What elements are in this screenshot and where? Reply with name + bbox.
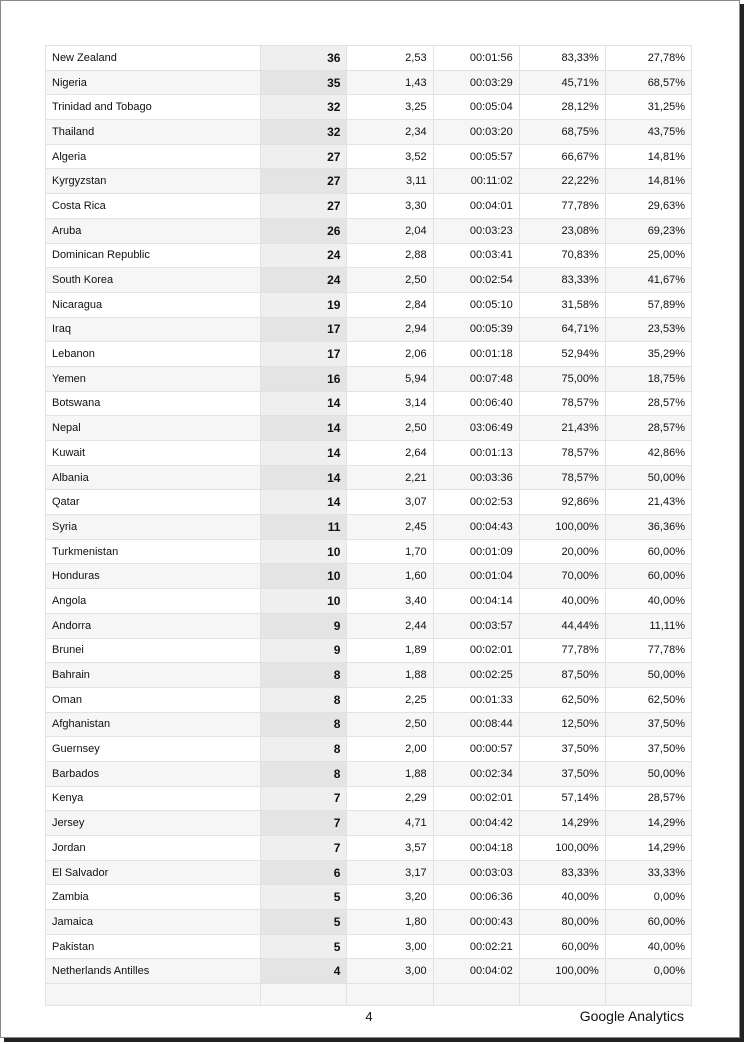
bounce-rate-cell: 28,57% <box>605 786 691 811</box>
pages-per-visit-cell: 2,94 <box>347 317 433 342</box>
avg-time-cell: 00:02:34 <box>433 761 519 786</box>
new-visits-cell: 57,14% <box>519 786 605 811</box>
filler-cell <box>46 984 261 1006</box>
visits-cell: 27 <box>261 169 347 194</box>
avg-time-cell: 00:06:40 <box>433 391 519 416</box>
new-visits-cell: 70,00% <box>519 564 605 589</box>
pages-per-visit-cell: 2,21 <box>347 465 433 490</box>
visits-cell: 14 <box>261 441 347 466</box>
table-row <box>46 243 692 268</box>
avg-time-cell: 00:03:03 <box>433 860 519 885</box>
avg-time-cell: 00:02:53 <box>433 490 519 515</box>
avg-time-cell: 00:00:43 <box>433 910 519 935</box>
visits-cell: 14 <box>261 416 347 441</box>
pages-per-visit-cell: 2,50 <box>347 416 433 441</box>
avg-time-cell: 00:03:41 <box>433 243 519 268</box>
country-cell: Albania <box>46 465 261 490</box>
country-cell: Afghanistan <box>46 712 261 737</box>
country-cell: Nepal <box>46 416 261 441</box>
country-cell: Trinidad and Tobago <box>46 95 261 120</box>
new-visits-cell: 100,00% <box>519 836 605 861</box>
visits-cell: 5 <box>261 910 347 935</box>
visits-cell: 14 <box>261 490 347 515</box>
bounce-rate-cell: 57,89% <box>605 292 691 317</box>
visits-cell: 5 <box>261 934 347 959</box>
new-visits-cell: 80,00% <box>519 910 605 935</box>
new-visits-cell: 60,00% <box>519 934 605 959</box>
country-cell: Iraq <box>46 317 261 342</box>
pages-per-visit-cell: 2,34 <box>347 120 433 145</box>
visits-cell: 27 <box>261 194 347 219</box>
bounce-rate-cell: 0,00% <box>605 885 691 910</box>
bounce-rate-cell: 28,57% <box>605 391 691 416</box>
new-visits-cell: 70,83% <box>519 243 605 268</box>
avg-time-cell: 00:01:56 <box>433 46 519 71</box>
table-row <box>46 687 692 712</box>
country-cell: Jordan <box>46 836 261 861</box>
avg-time-cell: 00:04:01 <box>433 194 519 219</box>
bounce-rate-cell: 43,75% <box>605 120 691 145</box>
pages-per-visit-cell: 2,25 <box>347 687 433 712</box>
bounce-rate-cell: 0,00% <box>605 959 691 984</box>
bounce-rate-cell: 69,23% <box>605 218 691 243</box>
visits-cell: 10 <box>261 564 347 589</box>
table-row <box>46 836 692 861</box>
country-cell: Jersey <box>46 811 261 836</box>
country-cell: Pakistan <box>46 934 261 959</box>
country-cell: Zambia <box>46 885 261 910</box>
bounce-rate-cell: 14,81% <box>605 144 691 169</box>
visits-cell: 8 <box>261 712 347 737</box>
pages-per-visit-cell: 3,00 <box>347 959 433 984</box>
avg-time-cell: 00:03:36 <box>433 465 519 490</box>
new-visits-cell: 44,44% <box>519 613 605 638</box>
new-visits-cell: 62,50% <box>519 687 605 712</box>
visits-cell: 24 <box>261 268 347 293</box>
new-visits-cell: 83,33% <box>519 268 605 293</box>
table-row <box>46 391 692 416</box>
bounce-rate-cell: 14,81% <box>605 169 691 194</box>
country-cell: Turkmenistan <box>46 539 261 564</box>
avg-time-cell: 00:05:39 <box>433 317 519 342</box>
visits-cell: 32 <box>261 120 347 145</box>
country-cell: Barbados <box>46 761 261 786</box>
pages-per-visit-cell: 2,04 <box>347 218 433 243</box>
bounce-rate-cell: 18,75% <box>605 366 691 391</box>
avg-time-cell: 03:06:49 <box>433 416 519 441</box>
visits-cell: 36 <box>261 46 347 71</box>
table-row <box>46 515 692 540</box>
bounce-rate-cell: 11,11% <box>605 613 691 638</box>
visits-cell: 10 <box>261 539 347 564</box>
new-visits-cell: 28,12% <box>519 95 605 120</box>
visits-cell: 9 <box>261 638 347 663</box>
table-row <box>46 712 692 737</box>
country-metrics-table <box>45 45 692 1006</box>
country-cell: Oman <box>46 687 261 712</box>
pages-per-visit-cell: 3,20 <box>347 885 433 910</box>
country-cell: Dominican Republic <box>46 243 261 268</box>
country-cell: Qatar <box>46 490 261 515</box>
bounce-rate-cell: 50,00% <box>605 761 691 786</box>
new-visits-cell: 37,50% <box>519 737 605 762</box>
table-row <box>46 934 692 959</box>
country-cell: Kyrgyzstan <box>46 169 261 194</box>
filler-cell <box>347 984 433 1006</box>
table-row <box>46 959 692 984</box>
country-cell: Nicaragua <box>46 292 261 317</box>
pages-per-visit-cell: 1,60 <box>347 564 433 589</box>
visits-cell: 17 <box>261 317 347 342</box>
filler-cell <box>519 984 605 1006</box>
table-row <box>46 663 692 688</box>
brand-name: Google Analytics <box>579 1008 684 1024</box>
pages-per-visit-cell: 3,52 <box>347 144 433 169</box>
pages-per-visit-cell: 3,07 <box>347 490 433 515</box>
table-row <box>46 589 692 614</box>
table-row <box>46 786 692 811</box>
visits-cell: 14 <box>261 391 347 416</box>
filler-cell <box>605 984 691 1006</box>
bounce-rate-cell: 60,00% <box>605 564 691 589</box>
country-cell: Guernsey <box>46 737 261 762</box>
bounce-rate-cell: 33,33% <box>605 860 691 885</box>
table-filler-row <box>46 984 692 1006</box>
pages-per-visit-cell: 3,25 <box>347 95 433 120</box>
table-row <box>46 268 692 293</box>
bounce-rate-cell: 42,86% <box>605 441 691 466</box>
pages-per-visit-cell: 3,14 <box>347 391 433 416</box>
visits-cell: 32 <box>261 95 347 120</box>
pages-per-visit-cell: 2,06 <box>347 342 433 367</box>
bounce-rate-cell: 37,50% <box>605 737 691 762</box>
country-cell: Bahrain <box>46 663 261 688</box>
table-row <box>46 70 692 95</box>
new-visits-cell: 23,08% <box>519 218 605 243</box>
new-visits-cell: 83,33% <box>519 860 605 885</box>
table-body <box>46 46 692 1006</box>
new-visits-cell: 78,57% <box>519 465 605 490</box>
visits-cell: 9 <box>261 613 347 638</box>
bounce-rate-cell: 60,00% <box>605 539 691 564</box>
visits-cell: 7 <box>261 786 347 811</box>
country-cell: Honduras <box>46 564 261 589</box>
avg-time-cell: 00:04:18 <box>433 836 519 861</box>
avg-time-cell: 00:03:20 <box>433 120 519 145</box>
country-cell: Nigeria <box>46 70 261 95</box>
visits-cell: 16 <box>261 366 347 391</box>
country-cell: Jamaica <box>46 910 261 935</box>
new-visits-cell: 78,57% <box>519 391 605 416</box>
new-visits-cell: 21,43% <box>519 416 605 441</box>
country-cell: Andorra <box>46 613 261 638</box>
visits-cell: 17 <box>261 342 347 367</box>
bounce-rate-cell: 40,00% <box>605 589 691 614</box>
table-row <box>46 342 692 367</box>
pages-per-visit-cell: 2,29 <box>347 786 433 811</box>
pages-per-visit-cell: 2,50 <box>347 268 433 293</box>
country-cell: Yemen <box>46 366 261 391</box>
visits-cell: 8 <box>261 761 347 786</box>
avg-time-cell: 00:01:09 <box>433 539 519 564</box>
country-cell: Kenya <box>46 786 261 811</box>
country-cell: South Korea <box>46 268 261 293</box>
bounce-rate-cell: 35,29% <box>605 342 691 367</box>
new-visits-cell: 78,57% <box>519 441 605 466</box>
avg-time-cell: 00:08:44 <box>433 712 519 737</box>
pages-per-visit-cell: 1,88 <box>347 663 433 688</box>
table-row <box>46 737 692 762</box>
new-visits-cell: 68,75% <box>519 120 605 145</box>
table-row <box>46 292 692 317</box>
bounce-rate-cell: 37,50% <box>605 712 691 737</box>
new-visits-cell: 77,78% <box>519 194 605 219</box>
table-row <box>46 144 692 169</box>
visits-cell: 14 <box>261 465 347 490</box>
bounce-rate-cell: 29,63% <box>605 194 691 219</box>
pages-per-visit-cell: 2,45 <box>347 515 433 540</box>
avg-time-cell: 00:02:01 <box>433 786 519 811</box>
table-row <box>46 885 692 910</box>
table-row <box>46 218 692 243</box>
avg-time-cell: 00:03:23 <box>433 218 519 243</box>
bounce-rate-cell: 28,57% <box>605 416 691 441</box>
pages-per-visit-cell: 2,64 <box>347 441 433 466</box>
new-visits-cell: 64,71% <box>519 317 605 342</box>
new-visits-cell: 100,00% <box>519 515 605 540</box>
avg-time-cell: 00:02:21 <box>433 934 519 959</box>
table-row <box>46 441 692 466</box>
pages-per-visit-cell: 5,94 <box>347 366 433 391</box>
avg-time-cell: 00:01:18 <box>433 342 519 367</box>
bounce-rate-cell: 25,00% <box>605 243 691 268</box>
pages-per-visit-cell: 2,53 <box>347 46 433 71</box>
bounce-rate-cell: 23,53% <box>605 317 691 342</box>
table-row <box>46 910 692 935</box>
table-row <box>46 613 692 638</box>
bounce-rate-cell: 62,50% <box>605 687 691 712</box>
table-row <box>46 860 692 885</box>
visits-cell: 26 <box>261 218 347 243</box>
new-visits-cell: 100,00% <box>519 959 605 984</box>
country-cell: Brunei <box>46 638 261 663</box>
pages-per-visit-cell: 2,00 <box>347 737 433 762</box>
visits-cell: 7 <box>261 836 347 861</box>
avg-time-cell: 00:06:36 <box>433 885 519 910</box>
visits-cell: 19 <box>261 292 347 317</box>
visits-cell: 5 <box>261 885 347 910</box>
table-row <box>46 811 692 836</box>
visits-cell: 8 <box>261 663 347 688</box>
visits-cell: 7 <box>261 811 347 836</box>
table-row <box>46 95 692 120</box>
visits-cell: 8 <box>261 687 347 712</box>
avg-time-cell: 00:04:14 <box>433 589 519 614</box>
table-row <box>46 120 692 145</box>
new-visits-cell: 83,33% <box>519 46 605 71</box>
new-visits-cell: 40,00% <box>519 885 605 910</box>
country-cell: Angola <box>46 589 261 614</box>
country-cell: Thailand <box>46 120 261 145</box>
table-row <box>46 366 692 391</box>
table-row <box>46 490 692 515</box>
visits-cell: 11 <box>261 515 347 540</box>
avg-time-cell: 00:04:02 <box>433 959 519 984</box>
new-visits-cell: 20,00% <box>519 539 605 564</box>
country-cell: Botswana <box>46 391 261 416</box>
table-row <box>46 46 692 71</box>
pages-per-visit-cell: 3,11 <box>347 169 433 194</box>
bounce-rate-cell: 31,25% <box>605 95 691 120</box>
country-cell: Kuwait <box>46 441 261 466</box>
visits-cell: 8 <box>261 737 347 762</box>
bounce-rate-cell: 21,43% <box>605 490 691 515</box>
avg-time-cell: 00:00:57 <box>433 737 519 762</box>
visits-cell: 10 <box>261 589 347 614</box>
avg-time-cell: 00:04:42 <box>433 811 519 836</box>
bounce-rate-cell: 14,29% <box>605 836 691 861</box>
avg-time-cell: 00:05:04 <box>433 95 519 120</box>
pages-per-visit-cell: 2,44 <box>347 613 433 638</box>
avg-time-cell: 00:04:43 <box>433 515 519 540</box>
new-visits-cell: 87,50% <box>519 663 605 688</box>
avg-time-cell: 00:02:54 <box>433 268 519 293</box>
table-row <box>46 638 692 663</box>
new-visits-cell: 12,50% <box>519 712 605 737</box>
country-cell: New Zealand <box>46 46 261 71</box>
country-cell: El Salvador <box>46 860 261 885</box>
new-visits-cell: 22,22% <box>519 169 605 194</box>
visits-cell: 6 <box>261 860 347 885</box>
avg-time-cell: 00:07:48 <box>433 366 519 391</box>
visits-cell: 4 <box>261 959 347 984</box>
new-visits-cell: 37,50% <box>519 761 605 786</box>
bounce-rate-cell: 41,67% <box>605 268 691 293</box>
country-cell: Algeria <box>46 144 261 169</box>
visits-cell: 24 <box>261 243 347 268</box>
pages-per-visit-cell: 3,30 <box>347 194 433 219</box>
new-visits-cell: 66,67% <box>519 144 605 169</box>
table-row <box>46 416 692 441</box>
bounce-rate-cell: 36,36% <box>605 515 691 540</box>
new-visits-cell: 92,86% <box>519 490 605 515</box>
avg-time-cell: 00:01:33 <box>433 687 519 712</box>
pages-per-visit-cell: 1,89 <box>347 638 433 663</box>
pages-per-visit-cell: 3,40 <box>347 589 433 614</box>
bounce-rate-cell: 60,00% <box>605 910 691 935</box>
country-cell: Netherlands Antilles <box>46 959 261 984</box>
pages-per-visit-cell: 2,50 <box>347 712 433 737</box>
pages-per-visit-cell: 4,71 <box>347 811 433 836</box>
table-row <box>46 465 692 490</box>
pages-per-visit-cell: 1,70 <box>347 539 433 564</box>
bounce-rate-cell: 40,00% <box>605 934 691 959</box>
avg-time-cell: 00:01:04 <box>433 564 519 589</box>
pages-per-visit-cell: 3,57 <box>347 836 433 861</box>
bounce-rate-cell: 50,00% <box>605 465 691 490</box>
country-cell: Costa Rica <box>46 194 261 219</box>
avg-time-cell: 00:05:10 <box>433 292 519 317</box>
bounce-rate-cell: 68,57% <box>605 70 691 95</box>
new-visits-cell: 31,58% <box>519 292 605 317</box>
country-cell: Aruba <box>46 218 261 243</box>
pages-per-visit-cell: 2,84 <box>347 292 433 317</box>
avg-time-cell: 00:03:29 <box>433 70 519 95</box>
new-visits-cell: 77,78% <box>519 638 605 663</box>
avg-time-cell: 00:02:25 <box>433 663 519 688</box>
new-visits-cell: 45,71% <box>519 70 605 95</box>
visits-cell: 27 <box>261 144 347 169</box>
country-cell: Lebanon <box>46 342 261 367</box>
avg-time-cell: 00:03:57 <box>433 613 519 638</box>
pages-per-visit-cell: 2,88 <box>347 243 433 268</box>
new-visits-cell: 75,00% <box>519 366 605 391</box>
pages-per-visit-cell: 1,88 <box>347 761 433 786</box>
bounce-rate-cell: 27,78% <box>605 46 691 71</box>
table-row <box>46 317 692 342</box>
country-cell: Syria <box>46 515 261 540</box>
table-row <box>46 761 692 786</box>
pages-per-visit-cell: 3,00 <box>347 934 433 959</box>
filler-cell <box>261 984 347 1006</box>
bounce-rate-cell: 50,00% <box>605 663 691 688</box>
visits-cell: 35 <box>261 70 347 95</box>
table-row <box>46 194 692 219</box>
filler-cell <box>433 984 519 1006</box>
pages-per-visit-cell: 3,17 <box>347 860 433 885</box>
avg-time-cell: 00:05:57 <box>433 144 519 169</box>
avg-time-cell: 00:11:02 <box>433 169 519 194</box>
table-row <box>46 564 692 589</box>
new-visits-cell: 14,29% <box>519 811 605 836</box>
pages-per-visit-cell: 1,80 <box>347 910 433 935</box>
table-row <box>46 539 692 564</box>
table-row <box>46 169 692 194</box>
pages-per-visit-cell: 1,43 <box>347 70 433 95</box>
avg-time-cell: 00:01:13 <box>433 441 519 466</box>
bounce-rate-cell: 77,78% <box>605 638 691 663</box>
avg-time-cell: 00:02:01 <box>433 638 519 663</box>
bounce-rate-cell: 14,29% <box>605 811 691 836</box>
page-number: 4 <box>365 1009 373 1024</box>
new-visits-cell: 40,00% <box>519 589 605 614</box>
new-visits-cell: 52,94% <box>519 342 605 367</box>
